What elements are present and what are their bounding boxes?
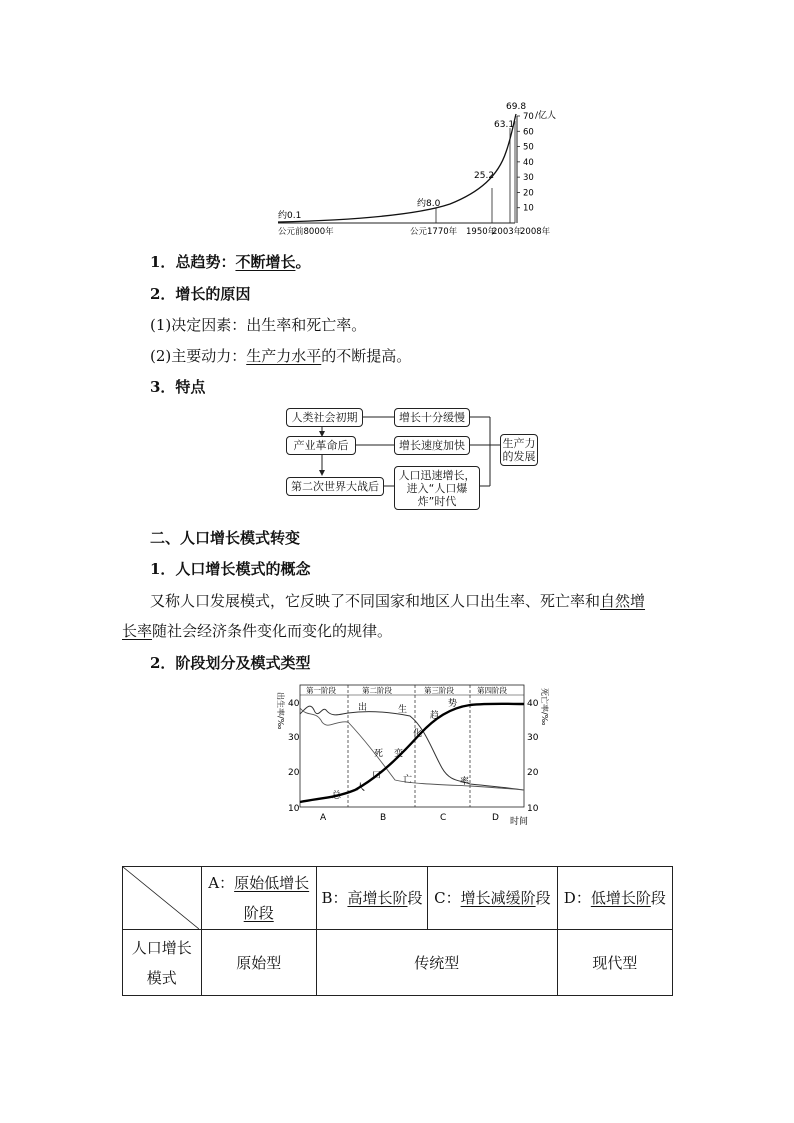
right-tick-30: 30 xyxy=(527,733,539,743)
reason-heading: 2．增长的原因 xyxy=(150,285,251,303)
x-label-2008: 2008年 xyxy=(520,227,551,237)
trend-end: 。 xyxy=(295,253,311,271)
x-label-d: D xyxy=(492,813,499,823)
concept-text-2 xyxy=(122,620,392,641)
y-tick-label: 50 xyxy=(523,142,534,153)
factor-line: (1)决定因素：出生率和死亡率。 xyxy=(150,316,367,334)
x-label-bc8000: 公元前8000年 xyxy=(278,227,334,237)
transition-chart xyxy=(270,680,550,828)
flow-faster: 增长速度加快 xyxy=(394,436,470,455)
x-label-c: C xyxy=(440,813,447,823)
model-d-cell: 现代型 xyxy=(557,930,672,996)
flow-productivity: 生产力的发展 xyxy=(500,434,538,466)
trend-label: 总趋势： xyxy=(175,253,236,271)
trend-char-7: 势 xyxy=(448,699,458,709)
stage-4: 第四阶段 xyxy=(477,686,507,695)
left-tick-10: 10 xyxy=(288,804,300,814)
flow-early-society: 人类社会初期 xyxy=(286,408,363,427)
right-tick-40: 40 xyxy=(527,699,539,709)
feature-heading: 3．特点 xyxy=(150,378,206,396)
label-63.1: 63.1 xyxy=(494,120,515,130)
unit-label: /亿人 xyxy=(535,111,557,121)
concept-heading: 1．人口增长模式的概念 xyxy=(150,560,311,578)
power-line xyxy=(150,345,411,366)
left-tick-30: 30 xyxy=(288,733,300,743)
label-0.1: 约0.1 xyxy=(278,211,302,221)
power-value: 生产力水平 xyxy=(246,347,322,365)
stage-1: 第一阶段 xyxy=(306,686,336,695)
label-69.8: 69.8 xyxy=(506,102,527,112)
population-growth-chart xyxy=(270,96,570,238)
x-title: 时间 xyxy=(510,817,529,827)
label-25.2: 25.2 xyxy=(474,171,495,181)
left-axis-label: 出生率/‰ xyxy=(276,692,285,730)
stage-heading: 2．阶段划分及模式类型 xyxy=(150,654,311,672)
left-tick-40: 40 xyxy=(288,699,300,709)
x-label-b: B xyxy=(380,813,387,823)
concept-text-b: 随社会经济条件变化而变化的规律。 xyxy=(152,622,393,640)
col-d-header: D：低增长阶段 xyxy=(557,867,672,930)
model-bc-cell: 传统型 xyxy=(316,930,557,996)
right-tick-10: 10 xyxy=(527,804,539,814)
right-axis-label: 死亡率/‰ xyxy=(540,688,549,726)
stage-3: 第三阶段 xyxy=(424,686,454,695)
flow-industrial-revolution: 产业革命后 xyxy=(286,436,356,455)
label-8.0: 约8.0 xyxy=(417,199,441,209)
left-tick-20: 20 xyxy=(288,768,300,778)
y-tick-label: 40 xyxy=(523,157,534,168)
x-label-1950: 1950年 xyxy=(466,227,497,237)
concept-u1: 自然增 xyxy=(600,592,646,610)
col-a-header: A：原始低增长阶段 xyxy=(201,867,316,930)
flow-population-explosion: 人口迅速增长，进入“人口爆炸”时代 xyxy=(394,466,480,510)
x-label-1770: 公元1770年 xyxy=(410,227,458,237)
stage-table xyxy=(122,866,673,996)
y-tick-label: 20 xyxy=(523,188,534,199)
trend-value: 不断增长 xyxy=(235,253,296,271)
corner-cell xyxy=(123,867,202,930)
birth-char-3: 率 xyxy=(460,777,470,787)
trend-char-6: 趋 xyxy=(430,711,440,721)
y-tick-label: 60 xyxy=(523,127,534,138)
x-label-2003: 2003年 xyxy=(492,227,523,237)
section2-title: 二、人口增长模式转变 xyxy=(150,529,301,547)
flow-very-slow: 增长十分缓慢 xyxy=(394,408,470,427)
col-c-header: C：增长减缓阶段 xyxy=(428,867,558,930)
stage-2: 第二阶段 xyxy=(362,686,392,695)
y-tick-label: 30 xyxy=(523,173,534,184)
trend-char-2: 人 xyxy=(356,783,366,793)
trend-char-4: 变 xyxy=(394,749,404,759)
model-a-cell: 原始型 xyxy=(201,930,316,996)
y-tick-label: 70 xyxy=(523,112,534,122)
concept-text-1 xyxy=(150,590,645,611)
power-prefix: (2)主要动力： xyxy=(150,347,247,365)
power-suffix: 的不断提高。 xyxy=(321,347,412,365)
trend-char-5: 化 xyxy=(413,729,423,739)
y-tick-label: 10 xyxy=(523,203,534,214)
trend-line xyxy=(150,251,310,272)
trend-char-1: 总 xyxy=(332,791,342,801)
right-tick-20: 20 xyxy=(527,768,539,778)
concept-u2: 长率 xyxy=(122,622,153,640)
growth-curve xyxy=(278,114,516,222)
birth-char-1: 出 xyxy=(358,703,368,713)
col-b-header: B：高增长阶段 xyxy=(316,867,427,930)
death-char-2: 亡 xyxy=(403,775,413,785)
trend-num: 1． xyxy=(150,253,176,271)
concept-text-a: 又称人口发展模式，它反映了不同国家和地区人口出生率、死亡率和 xyxy=(150,592,601,610)
flow-post-wwii: 第二次世界大战后 xyxy=(286,477,384,496)
row-label-cell: 人口增长模式 xyxy=(123,930,202,996)
death-char-1: 死 xyxy=(374,749,384,759)
birth-char-2: 生 xyxy=(398,705,408,715)
x-label-a: A xyxy=(320,813,327,823)
trend-char-3: 口 xyxy=(372,771,382,781)
